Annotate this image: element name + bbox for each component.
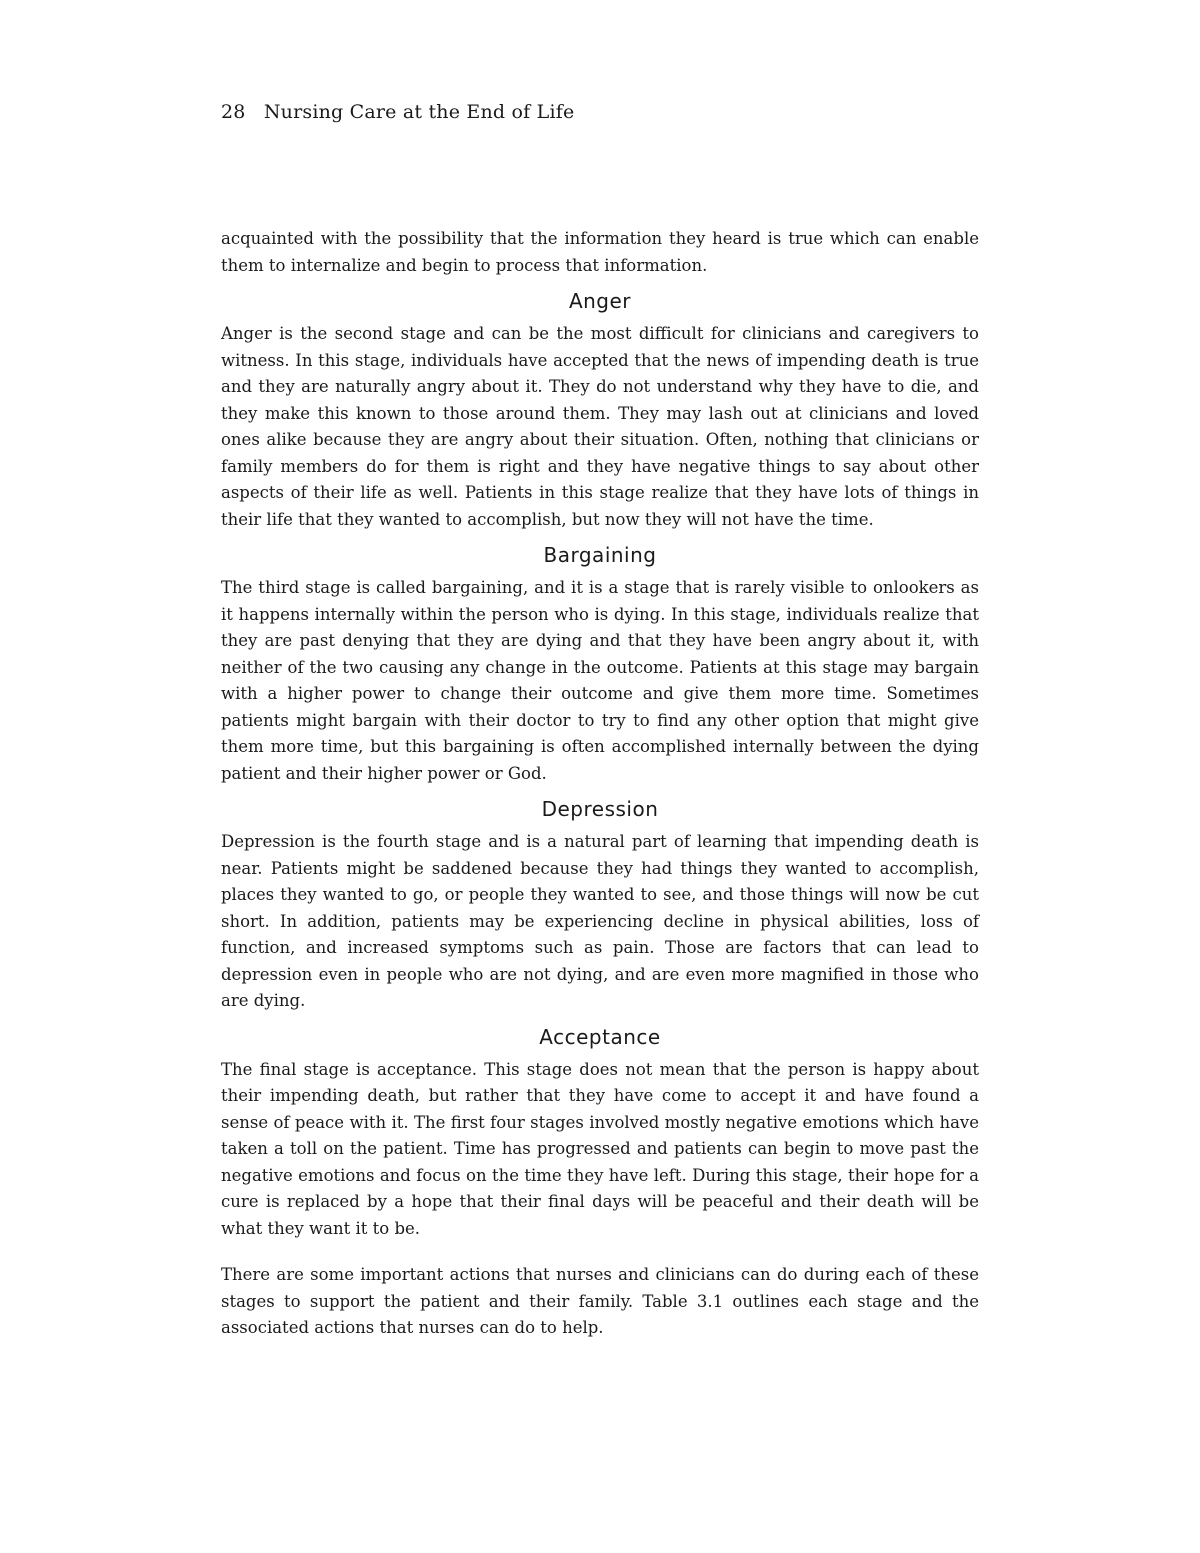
section-heading-bargaining: Bargaining [543, 543, 657, 567]
section-heading-anger: Anger [568, 289, 632, 313]
running-title: Nursing Care at the End of Life [263, 101, 575, 123]
section-paragraph-anger: Anger is the second stage and can be the most difficult for clinicians and caregivers to witness. In this stage, individuals have accepted that the news of impending death is true and they are naturally angry about it. They do not understand why they have to die, and they make this known to those around them. They may lash out at clinicians and loved ones alike because they are angry about their situation. Often, nothing that clinicians or family members do for them is right and they have negative things to say about other aspects of their life as well. Patients in this stage realize that they have lots of things in their life that they wanted to accomplish, but now they will not have the time. [221, 324, 979, 529]
intro-paragraph: acquainted with the possibility that the information they heard is true which can enable them to internalize and begin to process that information. [221, 229, 979, 275]
running-header [221, 101, 574, 123]
closing-paragraph: There are some important actions that nurses and clinicians can do during each of these stages to support the patient and their family. Table 3.1 outlines each stage and the associated actions that nurses can do to help. [221, 1265, 979, 1337]
section-paragraph-bargaining: The third stage is called bargaining, and it is a stage that is rarely visible to onlookers as it happens internally within the person who is dying. In this stage, individuals realize that they are past denying that they are dying and that they have been angry about it, with neither of the two causing any change in the outcome. Patients at this stage may bargain with a higher power to change their outcome and give them more time. Sometimes patients might bargain with their doctor to try to find any other option that might give them more time, but this bargaining is often accomplished internally between the dying patient and their higher power or God. [221, 578, 979, 783]
page-number: 28 [221, 101, 246, 123]
section-paragraph-acceptance: The final stage is acceptance. This stage does not mean that the person is happy about their impending death, but rather that they have come to accept it and have found a sense of peace with it. The first four stages involved mostly negative emotions which have taken a toll on the patient. Time has progressed and patients can begin to move past the negative emotions and focus on the time they have left. During this stage, their hope for a cure is replaced by a hope that their final days will be peaceful and their death will be what they want it to be. [221, 1059, 979, 1238]
section-heading-depression: Depression [541, 797, 659, 821]
section-paragraph-depression: Depression is the fourth stage and is a natural part of learning that impending death is near. Patients might be saddened because they had things they wanted to accomplish, places they wanted to go, or people they wanted to see, and those things will now be cut short. In addition, patients may be experiencing decline in physical abilities, loss of function, and increased symptoms such as pain. Those are factors that can lead to depression even in people who are not dying, and are even more magnified in those who are dying. [221, 832, 979, 1010]
section-heading-acceptance: Acceptance [539, 1024, 661, 1049]
body-text [221, 226, 979, 1342]
